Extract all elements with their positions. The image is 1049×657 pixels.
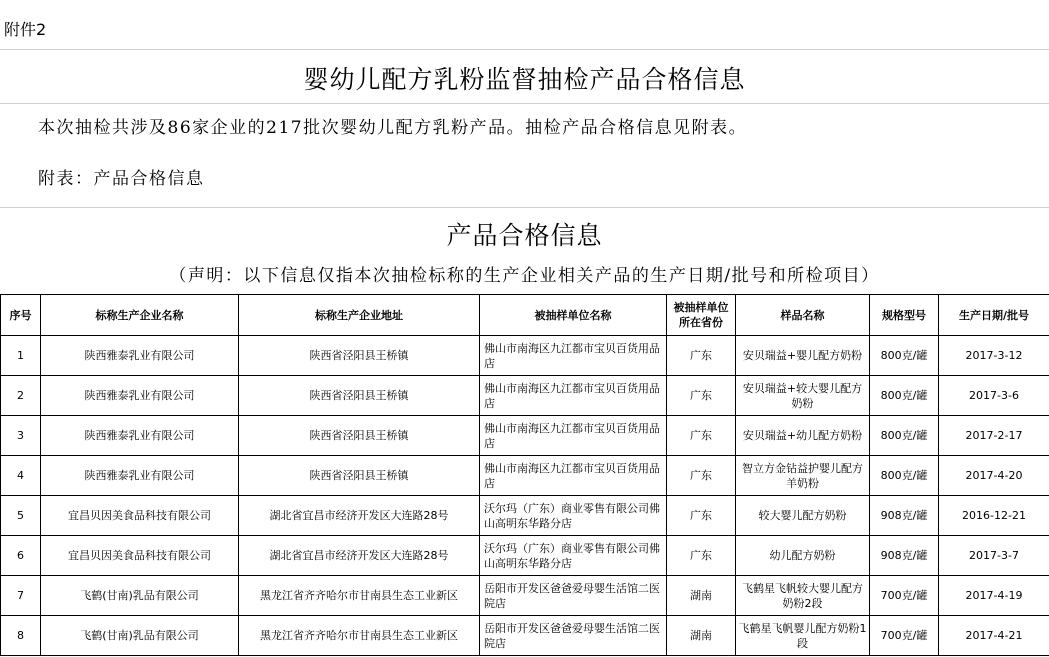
- cell-province: 广东: [667, 456, 736, 496]
- table-row: [1, 496, 1049, 536]
- statement: （声明：以下信息仅指本次抽检标称的生产企业相关产品的生产日期/批号和所检项目）: [169, 266, 880, 286]
- cell-sampled-unit: 岳阳市开发区爸爸爱母婴生活馆二医院店: [480, 576, 667, 616]
- header-sampled-unit: 被抽样单位名称: [480, 295, 667, 336]
- cell-date-batch: 2017-3-7: [939, 536, 1049, 576]
- table-row: [1, 536, 1049, 576]
- cell-sample-name: 较大婴儿配方奶粉: [736, 496, 870, 536]
- cell-company-address: 湖北省宜昌市经济开发区大连路28号: [239, 496, 480, 536]
- intro-section: [0, 104, 1049, 208]
- intro-line-1: 本次抽检共涉及86家企业的217批次婴幼儿配方乳粉产品。抽检产品合格信息见附表。: [38, 118, 748, 138]
- cell-province: 湖南: [667, 576, 736, 616]
- cell-spec: 800克/罐: [870, 416, 939, 456]
- cell-province: 广东: [667, 336, 736, 376]
- cell-index: 6: [1, 536, 41, 576]
- cell-company-address: 湖北省宜昌市经济开发区大连路28号: [239, 536, 480, 576]
- cell-date-batch: 2017-4-20: [939, 456, 1049, 496]
- cell-sample-name: 智立方金钻益护婴儿配方羊奶粉: [736, 456, 870, 496]
- cell-company-name: 飞鹤(甘南)乳品有限公司: [41, 616, 239, 656]
- cell-date-batch: 2017-3-6: [939, 376, 1049, 416]
- cell-date-batch: 2016-12-21: [939, 496, 1049, 536]
- attachment-label: 附件2: [0, 0, 1049, 50]
- cell-province: 广东: [667, 416, 736, 456]
- cell-spec: 700克/罐: [870, 576, 939, 616]
- cell-company-address: 陕西省泾阳县王桥镇: [239, 456, 480, 496]
- table-row: [1, 416, 1049, 456]
- cell-spec: 800克/罐: [870, 376, 939, 416]
- header-spec: 规格型号: [870, 295, 939, 336]
- cell-company-address: 陕西省泾阳县王桥镇: [239, 416, 480, 456]
- cell-sample-name: 飞鹤星飞帆较大婴儿配方奶粉2段: [736, 576, 870, 616]
- cell-sampled-unit: 佛山市南海区九江都市宝贝百货用品店: [480, 376, 667, 416]
- cell-date-batch: 2017-4-19: [939, 576, 1049, 616]
- cell-company-name: 陕西雅泰乳业有限公司: [41, 376, 239, 416]
- cell-company-address: 陕西省泾阳县王桥镇: [239, 336, 480, 376]
- cell-province: 广东: [667, 496, 736, 536]
- cell-index: 3: [1, 416, 41, 456]
- cell-company-name: 陕西雅泰乳业有限公司: [41, 336, 239, 376]
- cell-index: 2: [1, 376, 41, 416]
- cell-company-address: 陕西省泾阳县王桥镇: [239, 376, 480, 416]
- product-table: [0, 294, 1049, 656]
- table-title: 产品合格信息: [446, 221, 603, 250]
- cell-index: 1: [1, 336, 41, 376]
- cell-date-batch: 2017-2-17: [939, 416, 1049, 456]
- cell-company-name: 宜昌贝因美食品科技有限公司: [41, 536, 239, 576]
- cell-sampled-unit: 沃尔玛（广东）商业零售有限公司佛山高明东华路分店: [480, 496, 667, 536]
- cell-spec: 800克/罐: [870, 336, 939, 376]
- cell-sampled-unit: 沃尔玛（广东）商业零售有限公司佛山高明东华路分店: [480, 536, 667, 576]
- header-sample-name: 样品名称: [736, 295, 870, 336]
- cell-sample-name: 安贝瑞益+较大婴儿配方奶粉: [736, 376, 870, 416]
- cell-date-batch: 2017-4-21: [939, 616, 1049, 656]
- page-title: 婴幼儿配方乳粉监督抽检产品合格信息: [0, 50, 1049, 104]
- header-company-name: 标称生产企业名称: [41, 295, 239, 336]
- cell-spec: 908克/罐: [870, 536, 939, 576]
- intro-line-2: 附表：产品合格信息: [38, 169, 205, 189]
- cell-index: 5: [1, 496, 41, 536]
- table-row: [1, 336, 1049, 376]
- cell-index: 7: [1, 576, 41, 616]
- cell-index: 4: [1, 456, 41, 496]
- cell-province: 广东: [667, 536, 736, 576]
- cell-spec: 700克/罐: [870, 616, 939, 656]
- cell-company-name: 陕西雅泰乳业有限公司: [41, 416, 239, 456]
- table-header-row: [1, 295, 1049, 336]
- cell-sampled-unit: 岳阳市开发区爸爸爱母婴生活馆二医院店: [480, 616, 667, 656]
- cell-date-batch: 2017-3-12: [939, 336, 1049, 376]
- header-index: 序号: [1, 295, 41, 336]
- header-date-batch: 生产日期/批号: [939, 295, 1049, 336]
- header-province: 被抽样单位所在省份: [667, 295, 736, 336]
- table-row: [1, 616, 1049, 656]
- header-company-address: 标称生产企业地址: [239, 295, 480, 336]
- cell-company-name: 飞鹤(甘南)乳品有限公司: [41, 576, 239, 616]
- cell-sampled-unit: 佛山市南海区九江都市宝贝百货用品店: [480, 456, 667, 496]
- cell-sampled-unit: 佛山市南海区九江都市宝贝百货用品店: [480, 416, 667, 456]
- cell-company-address: 黑龙江省齐齐哈尔市甘南县生态工业新区: [239, 576, 480, 616]
- cell-sampled-unit: 佛山市南海区九江都市宝贝百货用品店: [480, 336, 667, 376]
- cell-sample-name: 幼儿配方奶粉: [736, 536, 870, 576]
- cell-sample-name: 安贝瑞益+婴儿配方奶粉: [736, 336, 870, 376]
- cell-company-name: 宜昌贝因美食品科技有限公司: [41, 496, 239, 536]
- cell-province: 湖南: [667, 616, 736, 656]
- cell-company-name: 陕西雅泰乳业有限公司: [41, 456, 239, 496]
- table-row: [1, 576, 1049, 616]
- cell-province: 广东: [667, 376, 736, 416]
- cell-company-address: 黑龙江省齐齐哈尔市甘南县生态工业新区: [239, 616, 480, 656]
- table-row: [1, 456, 1049, 496]
- cell-sample-name: 安贝瑞益+幼儿配方奶粉: [736, 416, 870, 456]
- cell-spec: 908克/罐: [870, 496, 939, 536]
- cell-spec: 800克/罐: [870, 456, 939, 496]
- cell-index: 8: [1, 616, 41, 656]
- table-row: [1, 376, 1049, 416]
- cell-sample-name: 飞鹤星飞帆婴儿配方奶粉1段: [736, 616, 870, 656]
